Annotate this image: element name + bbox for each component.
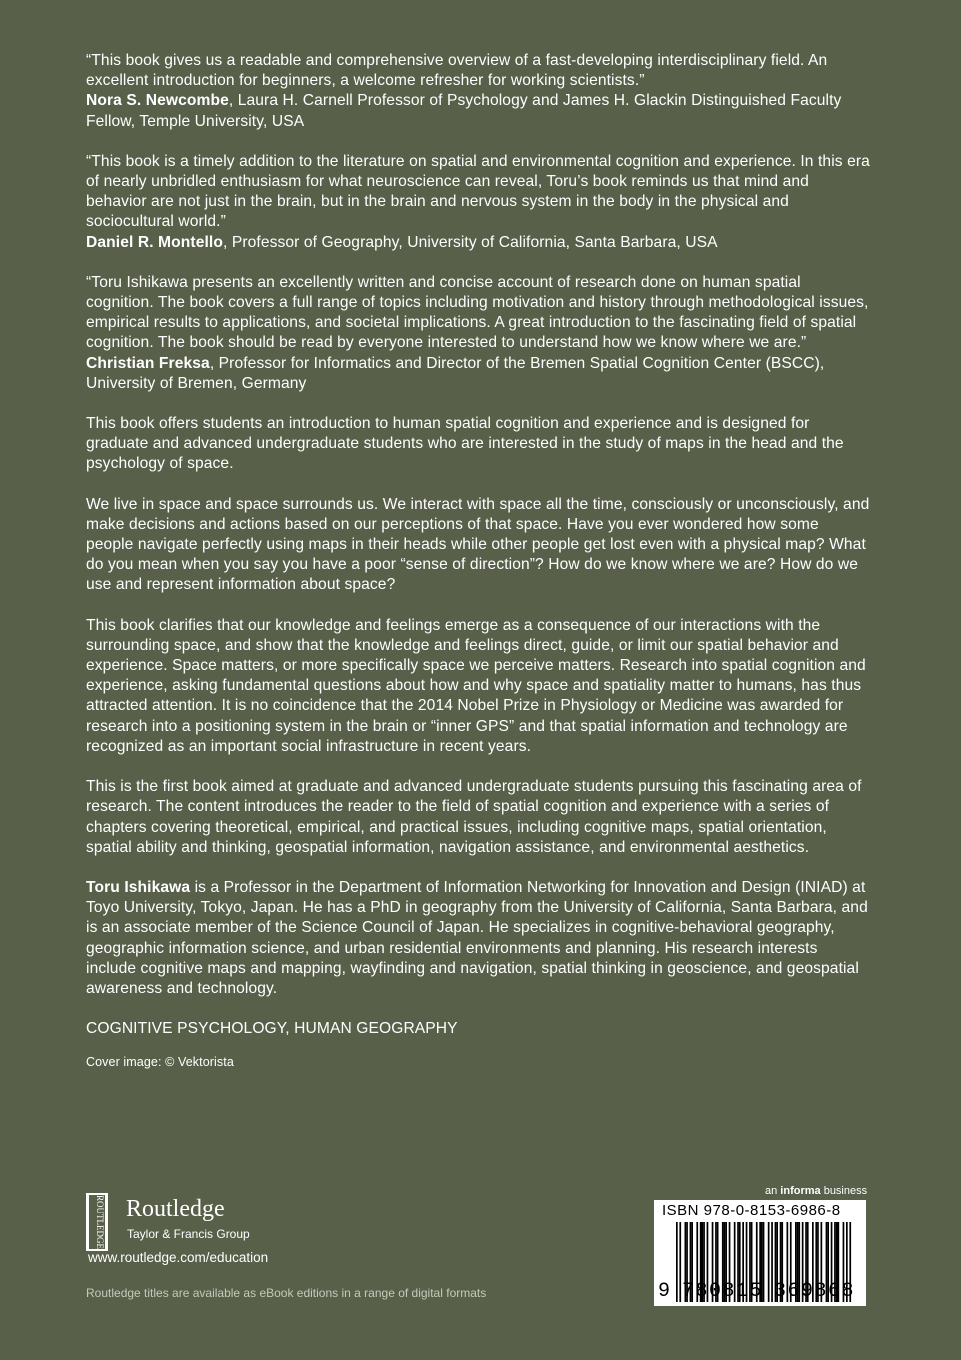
informa-tagline bbox=[765, 1185, 867, 1198]
isbn-label: ISBN 978-0-8153-6986-8 bbox=[662, 1202, 841, 1219]
endorsement bbox=[86, 51, 870, 132]
barcode-group-1: 780815 bbox=[682, 1280, 764, 1303]
svg-text:ROUTLEDGE: ROUTLEDGE bbox=[95, 1195, 105, 1249]
author-bio-text bbox=[86, 878, 870, 999]
endorsement bbox=[86, 152, 870, 253]
endorser-affiliation: , Laura H. Carnell Professor of Psychology and James H. Glackin Distinguished Faculty Fellow, Temple University, USA bbox=[86, 92, 842, 130]
endorsement-attribution bbox=[86, 233, 870, 253]
description-text: We live in space and space surrounds us. We interact with space all the time, consciously or unconsciously, and make decisions and actions based on our perceptions of that space. Have you ever wondered how some people navigate perfectly using maps in their heads while other people get lost even with a physical map? What do you mean when you say you have a poor “sense of direction”? How do we know where we are? How do we use and represent information about space? bbox=[86, 495, 870, 594]
isbn-barcode bbox=[654, 1200, 866, 1306]
endorser-name: Nora S. Newcombe bbox=[86, 92, 229, 110]
publisher-name: Routledge bbox=[126, 1196, 225, 1222]
endorsement bbox=[86, 273, 870, 394]
publisher-url[interactable]: www.routledge.com/education bbox=[88, 1250, 269, 1265]
barcode-bar bbox=[768, 1222, 770, 1302]
informa-suffix: business bbox=[820, 1185, 868, 1197]
informa-prefix: an bbox=[765, 1185, 781, 1197]
description-paragraph bbox=[86, 495, 870, 596]
barcode-bar bbox=[676, 1222, 678, 1302]
description-text: This book offers students an introduction to human spatial cognition and experience and is designed for graduate and advanced undergraduate students who are interested in the study of maps in the head and the psychology of space. bbox=[86, 415, 844, 473]
author-bio-body: is a Professor in the Department of Information Networking for Innovation and Design (INIAD) at Toyo University, Tokyo, Japan. He has a PhD in geography from the University of California, Santa Barbara, and is an associate member of the Science Council of Japan. He specializes in cognitive-behavioral geography, geographic information science, and urban residential environments and planning. His research interests include cognitive maps and mapping, wayfinding and navigation, spatial thinking in geoscience, and geospatial awareness and technology. bbox=[86, 878, 868, 997]
routledge-logo-icon bbox=[86, 1193, 108, 1251]
endorsement-quote: “This book gives us a readable and comprehensive overview of a fast-developing interdisciplinary field. An excellent introduction for beginners, a welcome refresher for working scientists.” bbox=[86, 52, 828, 90]
publisher-group: Taylor & Francis Group bbox=[127, 1227, 250, 1241]
endorser-name: Christian Freksa bbox=[86, 354, 210, 372]
description-paragraph bbox=[86, 616, 870, 757]
publisher-block bbox=[86, 1193, 386, 1273]
cover-credit: Cover image: © Vektorista bbox=[86, 1055, 234, 1070]
barcode-bar bbox=[771, 1222, 773, 1302]
endorser-name: Daniel R. Montello bbox=[86, 233, 223, 251]
informa-brand: informa bbox=[780, 1185, 821, 1197]
endorsement-quote: “This book is a timely addition to the literature on spatial and environmental cognition and experience. In this era of nearly unbridled enthusiasm for what neuroscience can reveal, Toru’s book reminds us that mind and behavior are not just in the brain, but in the brain and nervous system in the body in the physical and sociocultural world.” bbox=[86, 152, 870, 231]
ebook-note: Routledge titles are available as eBook editions in a range of digital formats bbox=[86, 1286, 487, 1300]
description-text: This book clarifies that our knowledge and feelings emerge as a consequence of our interactions with the surrounding space, and show that the knowledge and feelings direct, guide, or limit our spatial behavior and experience. Space matters, or more specifically space we perceive matters. Research into spatial cognition and experience, asking fundamental questions about how and why space and spatiality matter to humans, has thus attracted attention. It is no coincidence that the 2014 Nobel Prize in Physiology or Medicine was awarded for research into a positioning system in the brain or “inner GPS” and that spatial information and technology are recognized as an important social infrastructure in recent years. bbox=[86, 616, 866, 755]
back-cover-text bbox=[86, 51, 870, 1070]
author-name: Toru Ishikawa bbox=[86, 878, 191, 896]
endorsement-attribution bbox=[86, 91, 870, 131]
author-bio bbox=[86, 878, 870, 999]
subject-categories: COGNITIVE PSYCHOLOGY, HUMAN GEOGRAPHY bbox=[86, 1020, 458, 1038]
barcode-lead-digit: 9 bbox=[658, 1280, 671, 1303]
description-paragraph bbox=[86, 777, 870, 858]
barcode-bar bbox=[679, 1222, 681, 1302]
description-paragraph bbox=[86, 414, 870, 475]
endorsement-attribution bbox=[86, 354, 870, 394]
endorser-affiliation: , Professor of Geography, University of California, Santa Barbara, USA bbox=[222, 233, 718, 251]
description-text: This is the first book aimed at graduate and advanced undergraduate students pursuing this fascinating area of research. The content introduces the reader to the field of spatial cognition and experience with a series of chapters covering theoretical, empirical, and practical issues, including cognitive maps, spatial orientation, spatial ability and thinking, geospatial information, navigation assistance, and environmental aesthetics. bbox=[86, 778, 862, 856]
barcode-group-2: 369868 bbox=[774, 1280, 856, 1303]
endorsement-quote: “Toru Ishikawa presents an excellently written and concise account of research done on human spatial cognition. The book covers a full range of topics including motivation and history through methodological issues, empirical results to applications, and societal implications. A great introduction to the fascinating field of spatial cognition. The book should be read by everyone interested to understand how we know where we are.” bbox=[86, 273, 869, 352]
endorser-affiliation: , Professor for Informatics and Director of the Bremen Spatial Cognition Center (BSCC), University of Bremen, Germany bbox=[86, 354, 825, 392]
